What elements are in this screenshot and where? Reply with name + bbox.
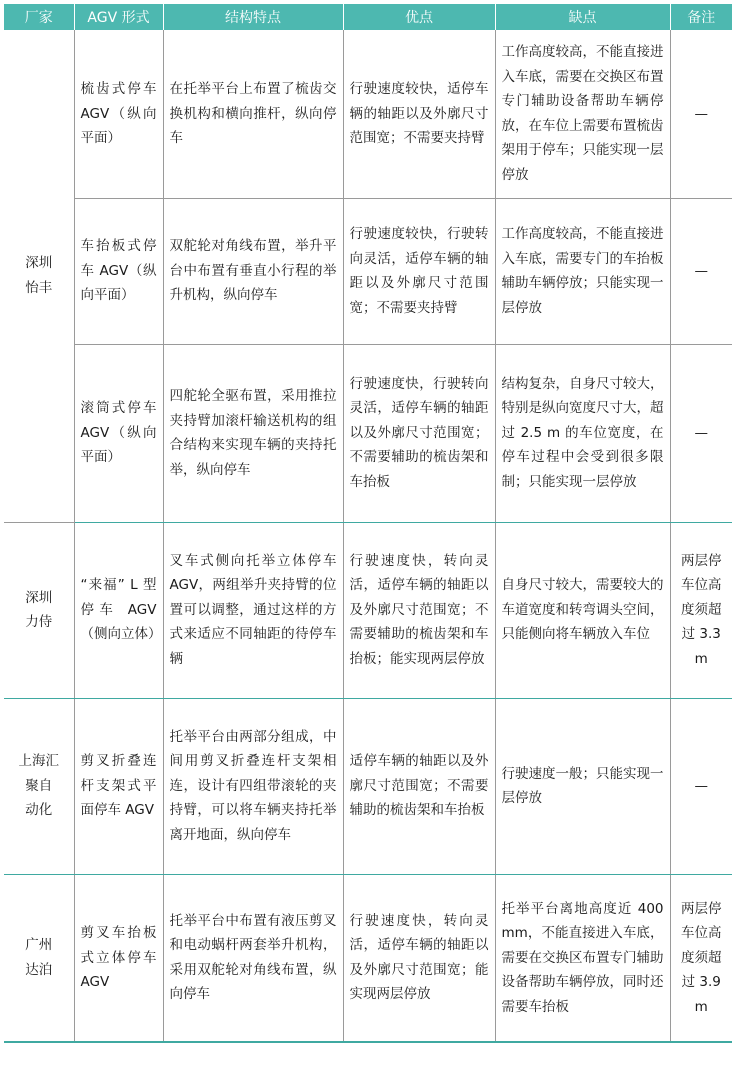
notes-cell: — [670,198,732,344]
maker-cell [4,522,74,698]
table-row [4,344,732,522]
table-row [4,522,732,698]
agv-type-cell: 滚筒式停车 AGV（纵向平面） [74,344,163,522]
cons-cell: 工作高度较高，不能直接进入车底，需要在交换区布置专门辅助设备帮助车辆停放，在车位上需要布置梳齿架用于停车；只能实现一层停放 [495,30,670,198]
header-agv-type: AGV 形式 [74,4,163,30]
header-cons: 缺点 [495,4,670,30]
cons-cell: 自身尺寸较大，需要较大的车道宽度和转弯调头空间，只能侧向将车辆放入车位 [495,522,670,698]
agv-comparison-table [4,4,732,1043]
cons-cell: 行驶速度一般；只能实现一层停放 [495,698,670,874]
table-row [4,698,732,874]
pros-cell: 行驶速度较快，行驶转向灵活，适停车辆的轴距以及外廓尺寸范围宽；不需要夹持臂 [343,198,495,344]
pros-cell: 适停车辆的轴距以及外廓尺寸范围宽；不需要辅助的梳齿架和车抬板 [343,698,495,874]
header-structure: 结构特点 [163,4,343,30]
notes-cell: — [670,344,732,522]
pros-cell: 行驶速度快，转向灵活，适停车辆的轴距以及外廓尺寸范围宽；能实现两层停放 [343,874,495,1042]
maker-cell [4,698,74,874]
notes-cell: — [670,30,732,198]
header-pros: 优点 [343,4,495,30]
structure-cell: 四舵轮全驱布置，采用推拉夹持臂加滚杆输送机构的组合结构来实现车辆的夹持托举，纵向停车 [163,344,343,522]
header-notes: 备注 [670,4,732,30]
structure-cell: 叉车式侧向托举立体停车 AGV，两组举升夹持臂的位置可以调整，通过这样的方式来适应不同轴距的待停车辆 [163,522,343,698]
agv-type-cell: 梳齿式停车 AGV（纵向平面） [74,30,163,198]
structure-cell: 托举平台由两部分组成，中间用剪叉折叠连杆支架相连，设计有四组带滚轮的夹持臂，可以将车辆夹持托举离开地面，纵向停车 [163,698,343,874]
pros-cell: 行驶速度快，行驶转向灵活，适停车辆的轴距以及外廓尺寸范围宽；不需要辅助的梳齿架和车抬板 [343,344,495,522]
maker-name: 上海汇 聚自 动化 [18,753,59,819]
maker-name: 深圳 力侍 [25,589,53,630]
structure-cell: 托举平台中布置有液压剪叉和电动蜗杆两套举升机构，采用双舵轮对角线布置，纵向停车 [163,874,343,1042]
structure-cell: 在托举平台上布置了梳齿交换机构和横向推杆，纵向停车 [163,30,343,198]
notes-cell: 两层停车位高度须超过 3.9 m [670,874,732,1042]
agv-type-cell: “来福” L 型停车 AGV（侧向立体） [74,522,163,698]
notes-cell: 两层停车位高度须超过 3.3 m [670,522,732,698]
agv-type-cell: 剪叉车抬板式立体停车 AGV [74,874,163,1042]
table-row [4,30,732,198]
table-row [4,874,732,1042]
header-maker: 厂家 [4,4,74,30]
maker-cell [4,874,74,1042]
maker-name: 深圳 怡丰 [25,255,53,296]
cons-cell: 托举平台离地高度近 400 mm，不能直接进入车底，需要在交换区布置专门辅助设备帮助车辆停放，同时还需要车抬板 [495,874,670,1042]
structure-cell: 双舵轮对角线布置，举升平台中布置有垂直小行程的举升机构，纵向停车 [163,198,343,344]
header-row [4,4,732,30]
cons-cell: 工作高度较高，不能直接进入车底，需要专门的车抬板辅助车辆停放；只能实现一层停放 [495,198,670,344]
pros-cell: 行驶速度较快，适停车辆的轴距以及外廓尺寸范围宽；不需要夹持臂 [343,30,495,198]
maker-name: 广州 达泊 [25,937,53,978]
notes-cell: — [670,698,732,874]
agv-type-cell: 车抬板式停车 AGV（纵向平面） [74,198,163,344]
pros-cell: 行驶速度快，转向灵活，适停车辆的轴距以及外廓尺寸范围宽；不需要辅助的梳齿架和车抬板；能实现两层停放 [343,522,495,698]
cons-cell: 结构复杂，自身尺寸较大，特别是纵向宽度尺寸大，超过 2.5 m 的车位宽度，在停车过程中会受到很多限制；只能实现一层停放 [495,344,670,522]
maker-cell [4,30,74,522]
table-row [4,198,732,344]
agv-type-cell: 剪叉折叠连杆支架式平面停车 AGV [74,698,163,874]
